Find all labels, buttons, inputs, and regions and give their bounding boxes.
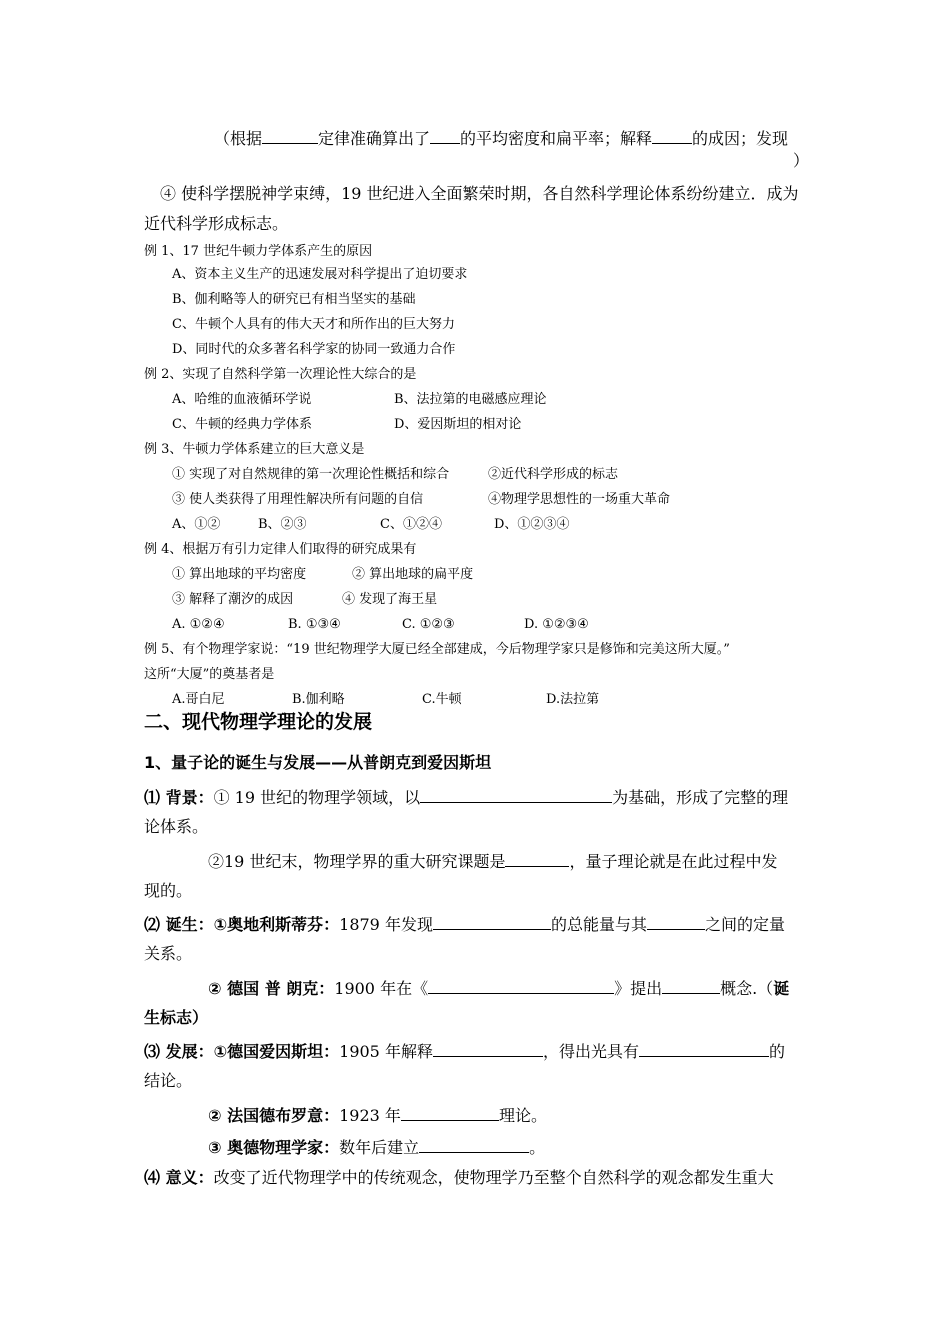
blank bbox=[639, 1042, 769, 1057]
ex3-opt-c: C、①②④ bbox=[380, 517, 442, 532]
ex1-opt-d: D、同时代的众多著名科学家的协同一致通力合作 bbox=[172, 342, 456, 357]
bg-label: ⑴ 背景： bbox=[144, 788, 214, 807]
ex4-item-1: ① 算出地球的平均密度 bbox=[172, 567, 307, 582]
ex3-item-4: ④物理学思想性的一场重大革命 bbox=[488, 492, 671, 507]
p2-line2: 近代科学形成标志。 bbox=[144, 214, 289, 233]
dev-line2: 结论。 bbox=[144, 1071, 193, 1090]
ex3-item-3: ③ 使人类获得了用理性解决所有问题的自信 bbox=[172, 492, 424, 507]
ex5-question-line1: 例 5、有个物理学家说：“19 世纪物理学大厦已经全部建成，今后物理学家只是修饰和完美这所大厦。” bbox=[144, 642, 730, 657]
p1-line bbox=[214, 129, 788, 147]
blank bbox=[401, 1106, 499, 1121]
blank bbox=[647, 915, 705, 930]
ex4-opt-a: A. ①②④ bbox=[172, 617, 225, 632]
ex4-item-3: ③ 解释了潮汐的成因 bbox=[172, 592, 294, 607]
ex4-item-4: ④ 发现了海王星 bbox=[342, 592, 438, 607]
birth-who2: ② 德国 普 朗克： bbox=[208, 979, 335, 998]
dev-line4 bbox=[208, 1138, 545, 1156]
ex1-opt-b: B、伽利略等人的研究已有相当坚实的基础 bbox=[172, 292, 416, 307]
p1-close: ） bbox=[793, 151, 810, 170]
birth-b: 的总能量与其 bbox=[550, 915, 647, 934]
ex5-opt-d: D.法拉第 bbox=[546, 692, 600, 707]
birth-h: 诞 bbox=[773, 979, 790, 998]
dev-g: 数年后建立 bbox=[339, 1138, 420, 1157]
birth-e: 1900 年在《 bbox=[334, 979, 429, 998]
birth-line4: 生标志） bbox=[144, 1008, 209, 1027]
ex3-opt-b: B、②③ bbox=[258, 517, 307, 532]
blank bbox=[428, 979, 614, 994]
blank bbox=[430, 129, 460, 144]
ex1-opt-a: A、资本主义生产的迅速发展对科学提出了迫切要求 bbox=[172, 267, 468, 282]
ex3-opt-a: A、①② bbox=[172, 517, 221, 532]
birth-label: ⑵ 诞生： bbox=[144, 915, 214, 934]
dev-label: ⑶ 发展： bbox=[144, 1042, 214, 1061]
blank bbox=[433, 915, 551, 930]
ex4-item-2: ② 算出地球的扁平度 bbox=[352, 567, 474, 582]
ex5-question-line2: 这所“大厦”的奠基者是 bbox=[144, 667, 275, 682]
ex3-question: 例 3、牛顿力学体系建立的巨大意义是 bbox=[144, 442, 365, 457]
birth-a: 1879 年发现 bbox=[339, 915, 433, 934]
ex2-opt-c: C、牛顿的经典力学体系 bbox=[172, 417, 312, 432]
blank bbox=[420, 788, 612, 803]
dev-line1 bbox=[144, 1042, 785, 1060]
ex2-question: 例 2、实现了自然科学第一次理论性大综合的是 bbox=[144, 367, 417, 382]
ex5-opt-a: A.哥白尼 bbox=[172, 692, 225, 707]
ex1-opt-c: C、牛顿个人具有的伟大天才和所作出的巨大努力 bbox=[172, 317, 455, 332]
mean-line1 bbox=[144, 1170, 774, 1186]
p2-line1: ④ 使科学摆脱神学束缚，19 世纪进入全面繁荣时期，各自然科学理论体系纷纷建立．成为 bbox=[160, 184, 799, 203]
ex3-opt-d: D、①②③④ bbox=[494, 517, 570, 532]
birth-who1: ①奥地利斯蒂芬： bbox=[213, 915, 340, 934]
ex3-item-2: ②近代科学形成的标志 bbox=[488, 467, 619, 482]
ex1-question: 例 1、17 世纪牛顿力学体系产生的原因 bbox=[144, 244, 373, 259]
ex4-question: 例 4、根据万有引力定律人们取得的研究成果有 bbox=[144, 542, 417, 557]
blank bbox=[433, 1042, 543, 1057]
p1-a: （根据 bbox=[214, 129, 263, 148]
bg-b: 为基础，形成了完整的理 bbox=[612, 788, 789, 807]
ex2-opt-b: B、法拉第的电磁感应理论 bbox=[394, 392, 547, 407]
dev-h: 。 bbox=[529, 1138, 546, 1157]
ex5-opt-b: B.伽利略 bbox=[292, 692, 345, 707]
dev-line3 bbox=[208, 1106, 547, 1124]
subsection-heading: 1、量子论的诞生与发展——从普朗克到爱因斯坦 bbox=[144, 753, 492, 772]
bg-line1 bbox=[144, 788, 788, 806]
birth-line1 bbox=[144, 915, 785, 933]
birth-f: 》提出 bbox=[614, 979, 663, 998]
section-heading: 二、现代物理学理论的发展 bbox=[144, 711, 373, 733]
ex2-opt-d: D、爱因斯坦的相对论 bbox=[394, 417, 522, 432]
bg-d: ②19 世纪末，物理学界的重大研究课题是 bbox=[208, 852, 506, 871]
ex4-opt-b: B. ①③④ bbox=[288, 617, 341, 632]
ex3-item-1: ① 实现了对自然规律的第一次理论性概括和综合 bbox=[172, 467, 450, 482]
p1-d: 的成因；发现 bbox=[692, 129, 789, 148]
ex5-opt-c: C.牛顿 bbox=[422, 692, 462, 707]
mean-a: 改变了近代物理学中的传统观念，使物理学乃至整个自然科学的观念都发生重大 bbox=[213, 1168, 774, 1187]
ex4-opt-d: D. ①②③④ bbox=[524, 617, 589, 632]
dev-a: 1905 年解释 bbox=[339, 1042, 433, 1061]
birth-line2: 关系。 bbox=[144, 944, 193, 963]
blank bbox=[419, 1138, 529, 1153]
bg-line3 bbox=[208, 852, 777, 870]
p1-b: 定律准确算出了 bbox=[318, 129, 431, 148]
birth-g: 概念.（ bbox=[720, 979, 774, 998]
blank bbox=[652, 129, 692, 144]
dev-e: 1923 年 bbox=[339, 1106, 401, 1125]
dev-c: 的 bbox=[768, 1042, 785, 1061]
ex4-opt-c: C. ①②③ bbox=[402, 617, 455, 632]
blank bbox=[662, 979, 720, 994]
blank bbox=[262, 129, 318, 144]
p1-c: 的平均密度和扁平率；解释 bbox=[460, 129, 653, 148]
blank bbox=[505, 852, 569, 867]
ex2-opt-a: A、哈维的血液循环学说 bbox=[172, 392, 312, 407]
dev-b: ，得出光具有 bbox=[542, 1042, 639, 1061]
bg-line2: 论体系。 bbox=[144, 817, 209, 836]
bg-line4: 现的。 bbox=[144, 881, 193, 900]
bg-a: ① 19 世纪的物理学领域，以 bbox=[213, 788, 421, 807]
dev-who1: ①德国爱因斯坦： bbox=[213, 1042, 340, 1061]
dev-who2: ② 法国德布罗意： bbox=[208, 1106, 340, 1125]
mean-label: ⑷ 意义： bbox=[144, 1168, 214, 1187]
birth-c: 之间的定量 bbox=[704, 915, 785, 934]
birth-line3 bbox=[208, 979, 789, 997]
dev-f: 理论。 bbox=[498, 1106, 547, 1125]
bg-e: ，量子理论就是在此过程中发 bbox=[569, 852, 778, 871]
dev-who3: ③ 奥德物理学家： bbox=[208, 1138, 340, 1157]
